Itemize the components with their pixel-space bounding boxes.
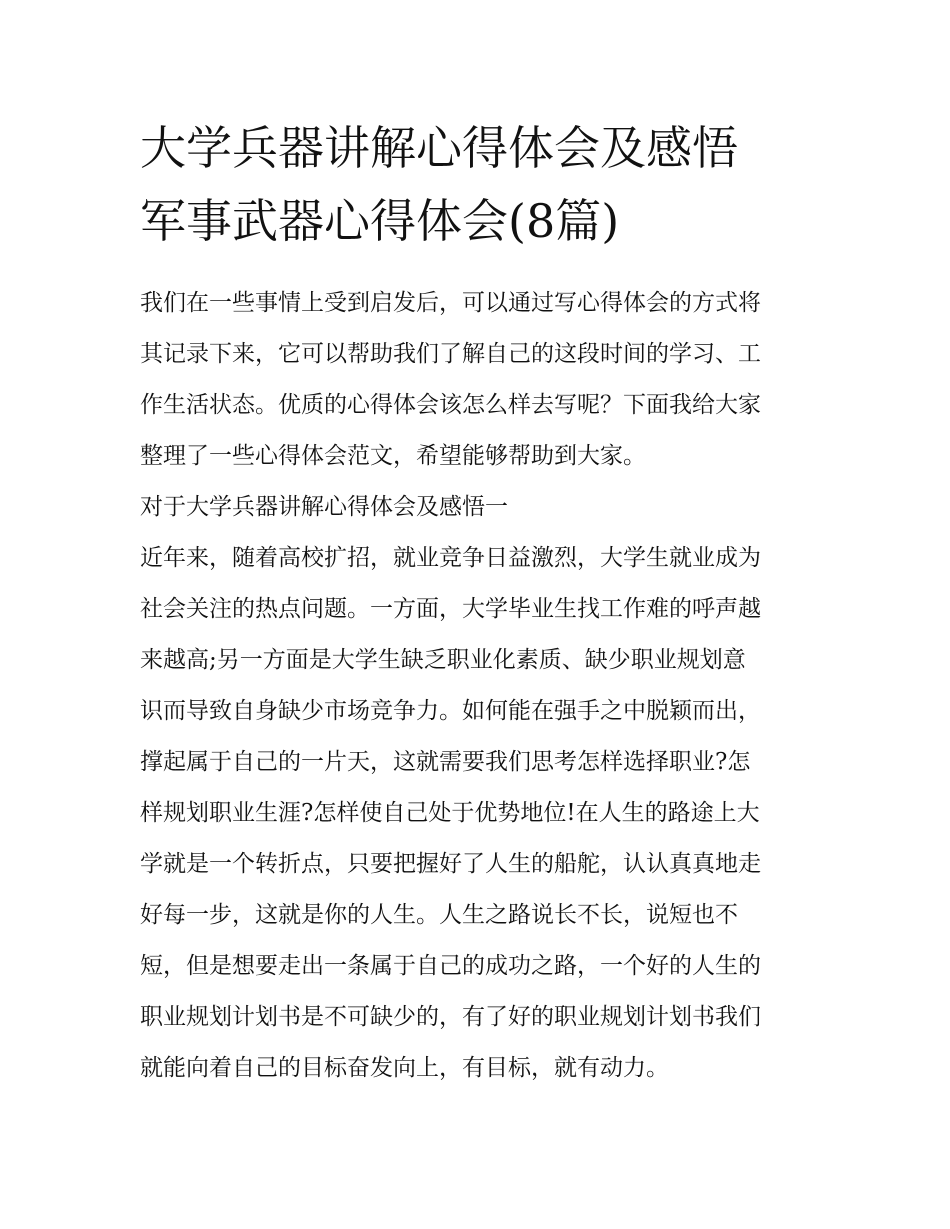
section-heading bbox=[140, 482, 812, 533]
body-line: 近年来，随着高校扩招，就业竞争日益激烈，大学生就业成为 bbox=[140, 545, 761, 571]
intro-line: 作生活状态。优质的心得体会该怎么样去写呢？下面我给大家 bbox=[140, 392, 761, 418]
document-title bbox=[140, 112, 812, 258]
body-line: 社会关注的热点问题。一方面，大学毕业生找工作难的呼声越 bbox=[140, 596, 761, 622]
body-line: 就能向着自己的目标奋发向上，有目标，就有动力。 bbox=[140, 1055, 669, 1081]
body-paragraph bbox=[140, 533, 812, 1094]
document-page bbox=[140, 112, 812, 1094]
intro-line: 我们在一些事情上受到启发后，可以通过写心得体会的方式将 bbox=[140, 290, 761, 316]
body-line: 学就是一个转折点，只要把握好了人生的船舵，认认真真地走 bbox=[140, 851, 761, 877]
title-line-1: 大学兵器讲解心得体会及感悟 bbox=[140, 121, 738, 175]
body-line: 撑起属于自己的一片天，这就需要我们思考怎样选择职业?怎 bbox=[140, 749, 751, 775]
body-line: 样规划职业生涯?怎样使自己处于优势地位!在人生的路途上大 bbox=[140, 800, 760, 826]
intro-line: 其记录下来，它可以帮助我们了解自己的这段时间的学习、工 bbox=[140, 341, 761, 367]
title-line-2: 军事武器心得体会(8篇) bbox=[140, 194, 620, 248]
intro-paragraph bbox=[140, 278, 812, 482]
intro-line: 整理了一些心得体会范文，希望能够帮助到大家。 bbox=[140, 443, 646, 469]
body-line: 职业规划计划书是不可缺少的，有了好的职业规划计划书我们 bbox=[140, 1004, 761, 1030]
body-line: 好每一步，这就是你的人生。人生之路说长不长，说短也不 bbox=[140, 902, 738, 928]
body-line: 识而导致自身缺少市场竞争力。如何能在强手之中脱颖而出， bbox=[140, 698, 761, 724]
body-line: 短，但是想要走出一条属于自己的成功之路，一个好的人生的 bbox=[140, 953, 761, 979]
body-line: 来越高;另一方面是大学生缺乏职业化素质、缺少职业规划意 bbox=[140, 647, 746, 673]
section-heading-text: 对于大学兵器讲解心得体会及感悟一 bbox=[140, 494, 508, 520]
